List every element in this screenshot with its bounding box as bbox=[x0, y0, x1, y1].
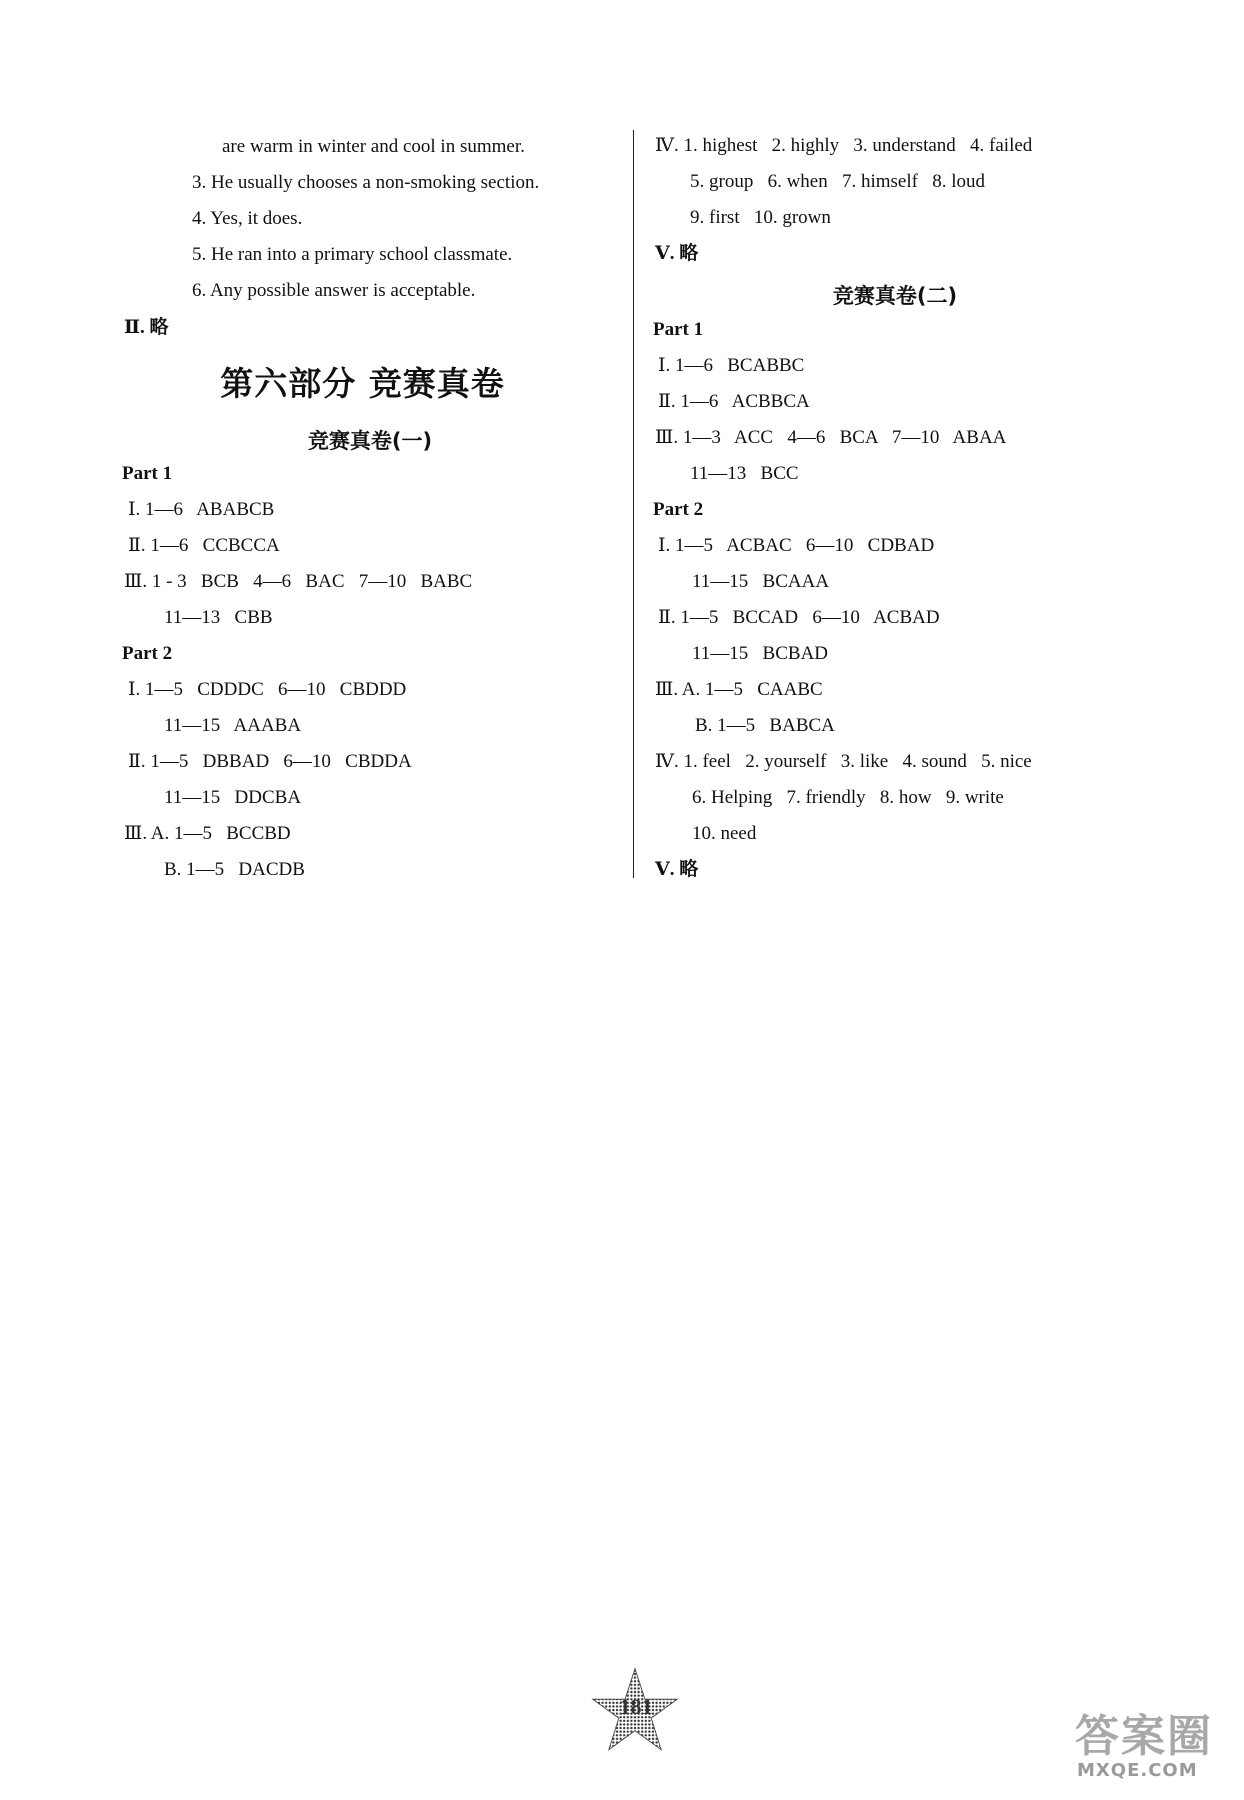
watermark-logo: 答案圈 bbox=[1075, 1711, 1213, 1762]
answer-line: Ⅰ. 1—6 ABABCB bbox=[128, 499, 275, 520]
watermark bbox=[1075, 1700, 1235, 1790]
answer-line: 10. need bbox=[692, 823, 757, 844]
column-divider bbox=[633, 130, 634, 878]
answer-line: Ⅲ. A. 1—5 CAABC bbox=[655, 679, 823, 700]
answer-line: 11—15 DDCBA bbox=[164, 787, 302, 808]
answer-line: Ⅳ. 1. highest 2. highly 3. understand 4. failed bbox=[655, 135, 1033, 156]
part-label: Part 2 bbox=[122, 643, 173, 664]
answer-line: Ⅰ. 1—5 ACBAC 6—10 CDBAD bbox=[658, 535, 935, 556]
answer-line: are warm in winter and cool in summer. bbox=[222, 136, 525, 157]
answer-line: Ⅱ. 1—6 CCBCCA bbox=[128, 535, 280, 556]
watermark-url: MXQE.COM bbox=[1077, 1760, 1198, 1781]
part-label: Part 1 bbox=[653, 319, 704, 340]
answer-line: 9. first 10. grown bbox=[690, 207, 831, 228]
answer-line: Ⅲ. A. 1—5 BCCBD bbox=[124, 823, 291, 844]
answer-line: 11—15 AAABA bbox=[164, 715, 302, 736]
answer-line: 11—13 CBB bbox=[164, 607, 273, 628]
answer-line: Ⅴ. 略 bbox=[655, 243, 699, 264]
answer-line: 6. Any possible answer is acceptable. bbox=[192, 280, 476, 301]
answer-line: Ⅲ. 1 - 3 BCB 4—6 BAC 7—10 BABC bbox=[124, 571, 473, 592]
answer-line: Ⅱ. 1—5 BCCAD 6—10 ACBAD bbox=[658, 607, 940, 628]
page-number: 181 bbox=[619, 1694, 653, 1719]
answer-line: 11—15 BCAAA bbox=[692, 571, 830, 592]
answer-line: Ⅰ. 1—5 CDDDC 6—10 CBDDD bbox=[128, 679, 407, 700]
answer-line: B. 1—5 BABCA bbox=[695, 715, 835, 736]
answer-line: 5. group 6. when 7. himself 8. loud bbox=[690, 171, 986, 192]
section-title: 第六部分 竞赛真卷 bbox=[220, 364, 505, 403]
answer-line: 6. Helping 7. friendly 8. how 9. write bbox=[692, 787, 1004, 808]
answer-line: 11—13 BCC bbox=[690, 463, 799, 484]
exam-title: 竞赛真卷(二) bbox=[832, 284, 958, 308]
answer-line: Ⅱ. 1—5 DBBAD 6—10 CBDDA bbox=[128, 751, 412, 772]
answer-line: 3. He usually chooses a non-smoking section. bbox=[192, 172, 540, 193]
answer-line: Ⅱ. 1—6 ACBBCA bbox=[658, 391, 810, 412]
part-label: Part 1 bbox=[122, 463, 173, 484]
answer-line: Ⅳ. 1. feel 2. yourself 3. like 4. sound 5. nice bbox=[655, 751, 1032, 772]
answer-line: 4. Yes, it does. bbox=[192, 208, 303, 229]
answer-line: 5. He ran into a primary school classmate. bbox=[192, 244, 513, 265]
exam-title: 竞赛真卷(一) bbox=[307, 429, 433, 453]
answer-line: 11—15 BCBAD bbox=[692, 643, 829, 664]
answer-line: Ⅴ. 略 bbox=[655, 859, 699, 880]
part-label: Part 2 bbox=[653, 499, 704, 520]
answer-line: Ⅰ. 1—6 BCABBC bbox=[658, 355, 805, 376]
answer-line: Ⅱ. 略 bbox=[124, 317, 169, 338]
answer-line: Ⅲ. 1—3 ACC 4—6 BCA 7—10 ABAA bbox=[655, 427, 1007, 448]
answer-line: B. 1—5 DACDB bbox=[164, 859, 305, 880]
